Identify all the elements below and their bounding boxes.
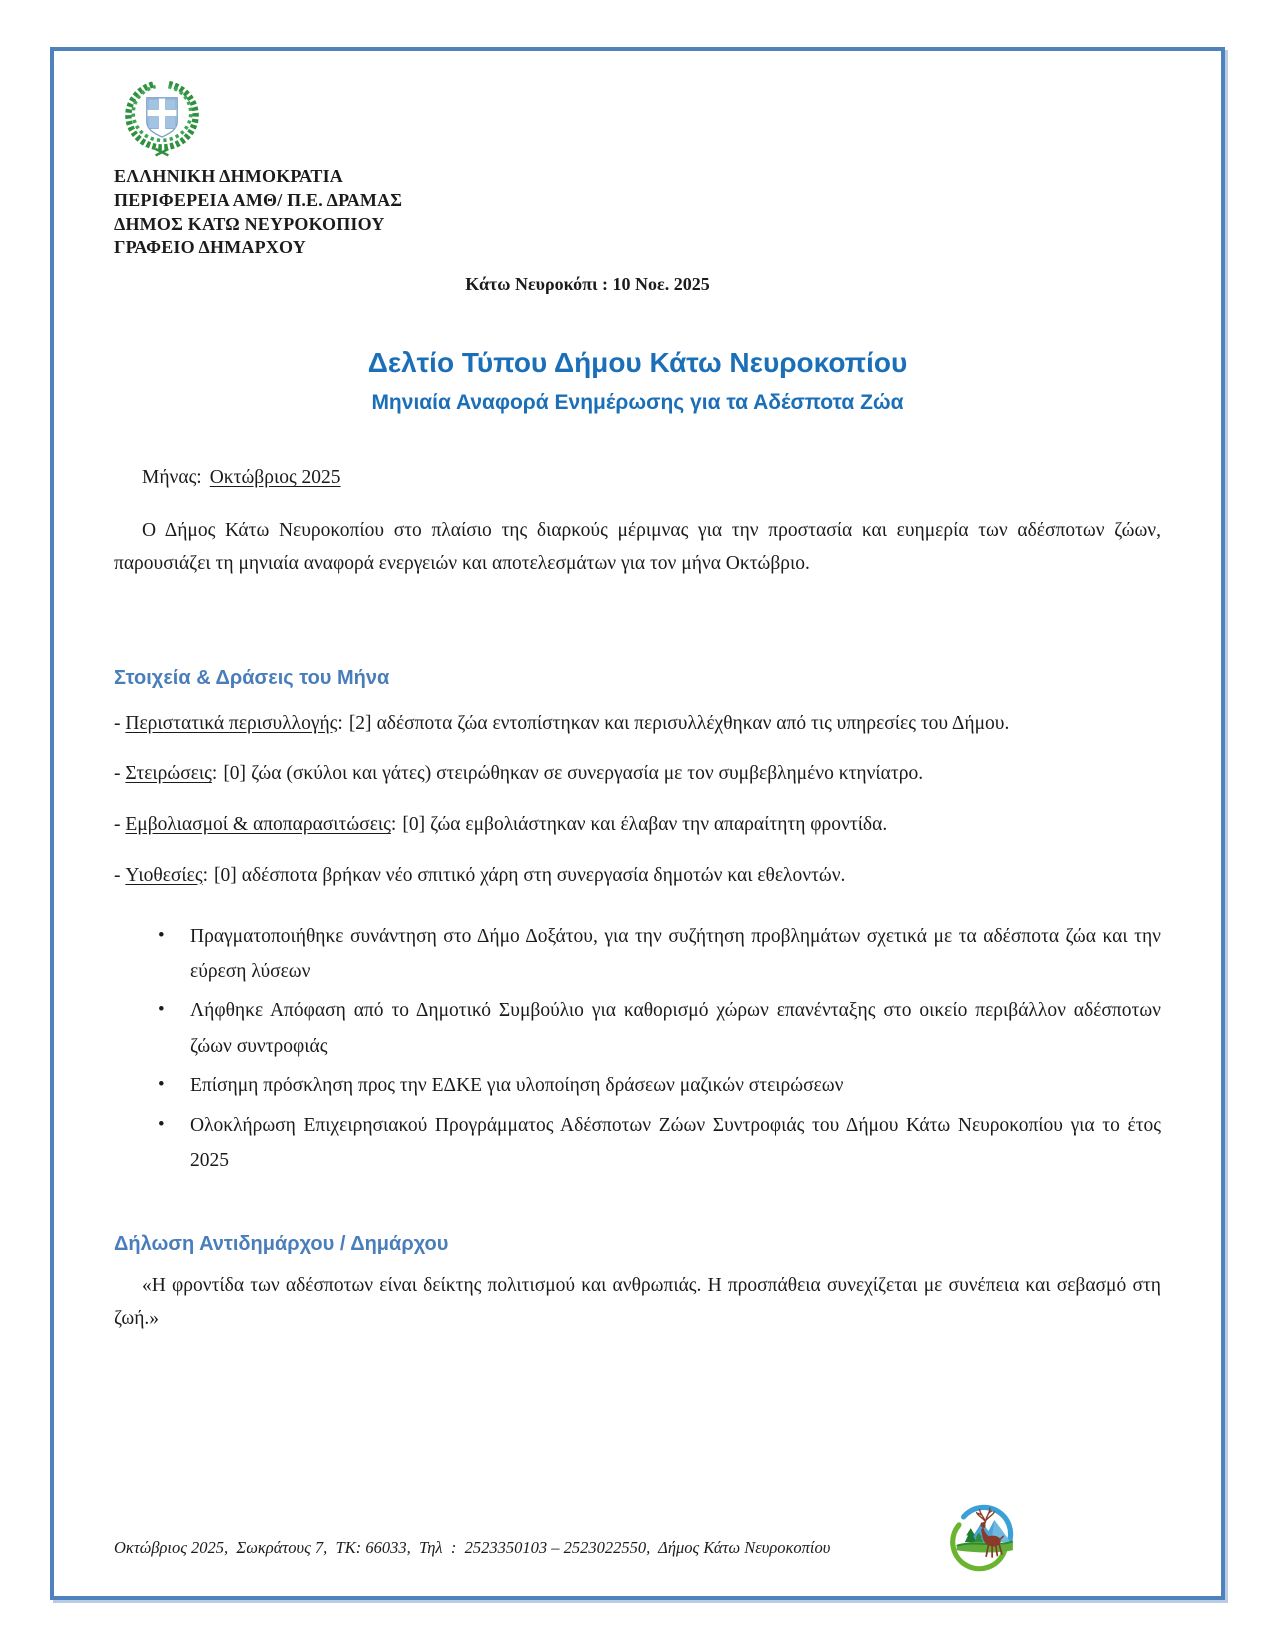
stat-item-dash: - xyxy=(114,864,121,886)
org-line-region: ΠΕΡΙΦΕΡΕΙΑ ΑΜΘ/ Π.Ε. ΔΡΑΜΑΣ xyxy=(114,189,403,210)
stat-item-text: ζώα (σκύλοι και γάτες) στειρώθηκαν σε συνεργασία με τον συμβεβλημένο κτηνίατρο. xyxy=(251,763,924,785)
stat-item-dash: - xyxy=(114,712,121,734)
action-bullet-item: • Ολοκλήρωση Επιχειρησιακού Προγράμματος Αδέσποτων Ζώων Συντροφιάς του Δήμου Κάτω Νευροκοπίου για το έτος 2025 xyxy=(156,1108,1161,1179)
stat-item xyxy=(114,860,1161,893)
stat-item-value: [0] xyxy=(402,814,426,835)
stat-item xyxy=(114,758,1161,791)
month-line xyxy=(142,467,1161,489)
stat-item-value: [0] xyxy=(223,763,247,785)
stat-item xyxy=(114,708,1161,741)
stat-items xyxy=(114,708,1161,893)
stat-item-text: ζώα εμβολιάστηκαν και έλαβαν την απαραίτητη φροντίδα. xyxy=(430,814,888,835)
stat-item-separator: : xyxy=(211,763,218,785)
letterhead xyxy=(114,165,1161,260)
document-title: Δελτίο Τύπου Δήμου Κάτω Νευροκοπίου xyxy=(367,347,908,378)
page-border-frame xyxy=(50,47,1225,1600)
action-bullet-item: • Επίσημη πρόσκληση προς την ΕΔΚΕ για υλοποίηση δράσεων μαζικών στειρώσεων xyxy=(156,1068,1161,1103)
section-heading-stats: Στοιχεία & Δράσεις του Μήνα xyxy=(114,666,390,689)
stat-item-label: Υιοθεσίες xyxy=(125,864,203,886)
municipality-deer-logo-icon xyxy=(947,1496,1021,1572)
org-line-republic: ΕΛΛΗΝΙΚΗ ΔΗΜΟΚΡΑΤΙΑ xyxy=(114,166,344,186)
footer-contact-line: Οκτώβριος 2025, Σωκράτους 7, ΤΚ: 66033, Τηλ : 2523350103 – 2523022550, Δήμος Κάτω Νευροκοπίου xyxy=(114,1538,831,1557)
stat-item-text: αδέσποτα ζώα εντοπίστηκαν και περισυλλέχθηκαν από τις υπηρεσίες του Δήμου. xyxy=(376,712,1010,734)
dateline: Κάτω Νευροκόπι : 10 Νοε. 2025 xyxy=(465,274,710,294)
stat-item-value: [2] xyxy=(348,712,372,734)
actions-bullet-list xyxy=(114,919,1161,1179)
month-label: Μήνας: xyxy=(142,467,202,488)
stat-item-separator: : xyxy=(337,712,343,734)
intro-paragraph: Ο Δήμος Κάτω Νευροκοπίου στο πλαίσιο της διαρκούς μέριμνας για την προστασία και ευημερία των αδέσποτων ζώων, παρουσιάζει τη μηνιαία αναφορά ενεργειών και αποτελεσμάτων για τον μήνα Οκτώβριο. xyxy=(114,520,1161,574)
document-subtitle: Μηνιαία Αναφορά Ενημέρωσης για τα Αδέσποτα Ζώα xyxy=(371,391,904,414)
stat-item-value: [0] xyxy=(214,864,237,886)
stat-item-label: Στειρώσεις xyxy=(125,763,212,785)
stat-item-dash: - xyxy=(114,763,121,785)
stat-item-label: Εμβολιασμοί & αποπαρασιτώσεις xyxy=(125,814,391,835)
stat-item-dash: - xyxy=(114,814,121,835)
action-bullet-item: • Πραγματοποιήθηκε συνάντηση στο Δήμο Δοξάτου, για την συζήτηση προβλημάτων σχετικά με τα αδέσποτα ζώα και την εύρεση λύσεων xyxy=(156,919,1161,990)
month-value: Οκτώβριος 2025 xyxy=(209,467,341,488)
org-line-municipality: ΔΗΜΟΣ ΚΑΤΩ ΝΕΥΡΟΚΟΠΙΟΥ xyxy=(114,213,385,234)
stat-item-text: αδέσποτα βρήκαν νέο σπιτικό χάρη στη συνεργασία δημοτών και εθελοντών. xyxy=(241,864,846,886)
greek-national-emblem-icon xyxy=(114,75,210,159)
action-bullet-item: • Λήφθηκε Απόφαση από το Δημοτικό Συμβούλιο για καθορισμό χώρων επανένταξης στο οικείο περιβάλλον αδέσποτων ζώων συντροφιάς xyxy=(156,993,1161,1064)
stat-item xyxy=(114,809,1161,842)
section-heading-statement: Δήλωση Αντιδημάρχου / Δημάρχου xyxy=(114,1232,449,1255)
stat-item-separator: : xyxy=(202,864,208,886)
statement-quote: «Η φροντίδα των αδέσποτων είναι δείκτης πολιτισμού και ανθρωπιάς. Η προσπάθεια συνεχίζεται με συνέπεια και σεβασμό στη ζωή.» xyxy=(114,1274,1161,1329)
org-line-office: ΓΡΑΦΕΙΟ ΔΗΜΑΡΧΟΥ xyxy=(114,237,306,258)
stat-item-separator: : xyxy=(390,814,397,835)
stat-item-label: Περιστατικά περισυλλογής xyxy=(125,712,338,734)
